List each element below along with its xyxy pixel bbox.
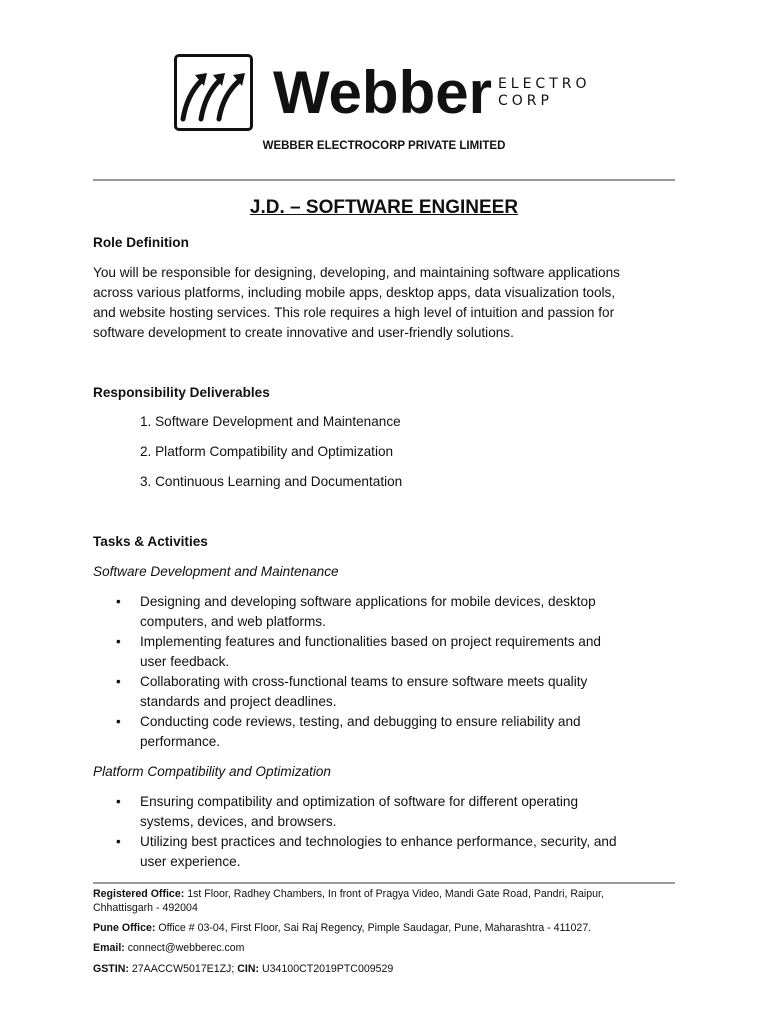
deliverable-item: 2. Platform Compatibility and Optimization (140, 444, 394, 459)
deliverable-item: 3. Continuous Learning and Documentation (140, 474, 403, 489)
bullet-line: computers, and web platforms. (140, 614, 326, 629)
footer-pune-office (93, 921, 591, 935)
cin-value: U34100CT2019PTC009529 (259, 963, 394, 975)
bullet-line: Collaborating with cross-functional teams to ensure software meets quality (140, 674, 588, 689)
bullet-line: performance. (140, 734, 221, 749)
bullet-item (0, 672, 768, 712)
logo-sub-corp: CORP (497, 92, 553, 109)
logo-sub-electro: ELECTRO (497, 75, 591, 92)
bullet-icon: • (116, 714, 121, 729)
deliverables-heading: Responsibility Deliverables (93, 385, 270, 400)
bullet-icon: • (116, 634, 121, 649)
email-value: connect@webberec.com (124, 942, 245, 954)
pune-label: Pune Office: (93, 922, 156, 934)
bullet-line: Implementing features and functionalities based on project requirements and (140, 634, 601, 649)
bullet-line: Designing and developing software applications for mobile devices, desktop (140, 594, 596, 609)
gstin-label: GSTIN: (93, 963, 129, 975)
bullet-item (0, 832, 768, 872)
page-title (0, 196, 768, 220)
registered-value-line2: Chhattisgarh - 492004 (93, 902, 198, 914)
bullet-line: Conducting code reviews, testing, and debugging to ensure reliability and (140, 714, 581, 729)
logo-arrows-icon (174, 54, 253, 131)
bullet-item (0, 592, 768, 632)
page-title-text: J.D. – SOFTWARE ENGINEER (249, 197, 519, 218)
bullet-icon: • (116, 834, 121, 849)
role-heading: Role Definition (93, 235, 189, 250)
cin-label: CIN: (237, 963, 260, 975)
bullet-line: user experience. (140, 854, 241, 869)
logo-wordmark: Webber (273, 58, 492, 126)
registered-label: Registered Office: (93, 888, 185, 900)
bullet-line: Utilizing best practices and technologies to enhance performance, security, and (140, 834, 617, 849)
pune-value: Office # 03-04, First Floor, Sai Raj Regency, Pimple Saudagar, Pune, Maharashtra - 411027. (155, 922, 592, 934)
bullet-item (0, 712, 768, 752)
paragraph-line: software development to create innovative and user-friendly solutions. (93, 325, 514, 340)
bullet-icon: • (116, 794, 121, 809)
bullet-line: Ensuring compatibility and optimization of software for different operating (140, 794, 579, 809)
task-section-title: Software Development and Maintenance (93, 564, 339, 579)
email-label: Email: (93, 942, 125, 954)
bullet-item (0, 792, 768, 832)
bullet-item (0, 632, 768, 672)
footer-registration (93, 962, 393, 976)
paragraph-line: and website hosting services. This role requires a high level of intuition and passion for (93, 305, 615, 320)
bullet-line: standards and project deadlines. (140, 694, 337, 709)
footer-email (93, 941, 245, 955)
bullet-icon: • (116, 674, 121, 689)
footer-divider (93, 882, 675, 884)
bullet-icon: • (116, 594, 121, 609)
gstin-value: 27AACCW5017E1ZJ; (128, 963, 238, 975)
paragraph-line: You will be responsible for designing, developing, and maintaining software applications (93, 265, 620, 280)
tasks-heading: Tasks & Activities (93, 534, 208, 549)
role-paragraph (93, 263, 620, 343)
registered-value: 1st Floor, Radhey Chambers, In front of Pragya Video, Mandi Gate Road, Pandri, Raipur, (184, 888, 604, 900)
task-section-title: Platform Compatibility and Optimization (93, 764, 331, 779)
company-name: WEBBER ELECTROCORP PRIVATE LIMITED (262, 140, 506, 152)
task-bullet-list (0, 592, 768, 752)
header-divider (93, 179, 675, 181)
bullet-line: systems, devices, and browsers. (140, 814, 337, 829)
paragraph-line: across various platforms, including mobile apps, desktop apps, data visualization tools, (93, 285, 616, 300)
company-logo (174, 54, 591, 131)
task-bullet-list (0, 792, 768, 872)
footer-registered-office (93, 887, 675, 915)
logo-subtitle (498, 76, 591, 110)
deliverable-item: 1. Software Development and Maintenance (140, 414, 401, 429)
bullet-line: user feedback. (140, 654, 230, 669)
